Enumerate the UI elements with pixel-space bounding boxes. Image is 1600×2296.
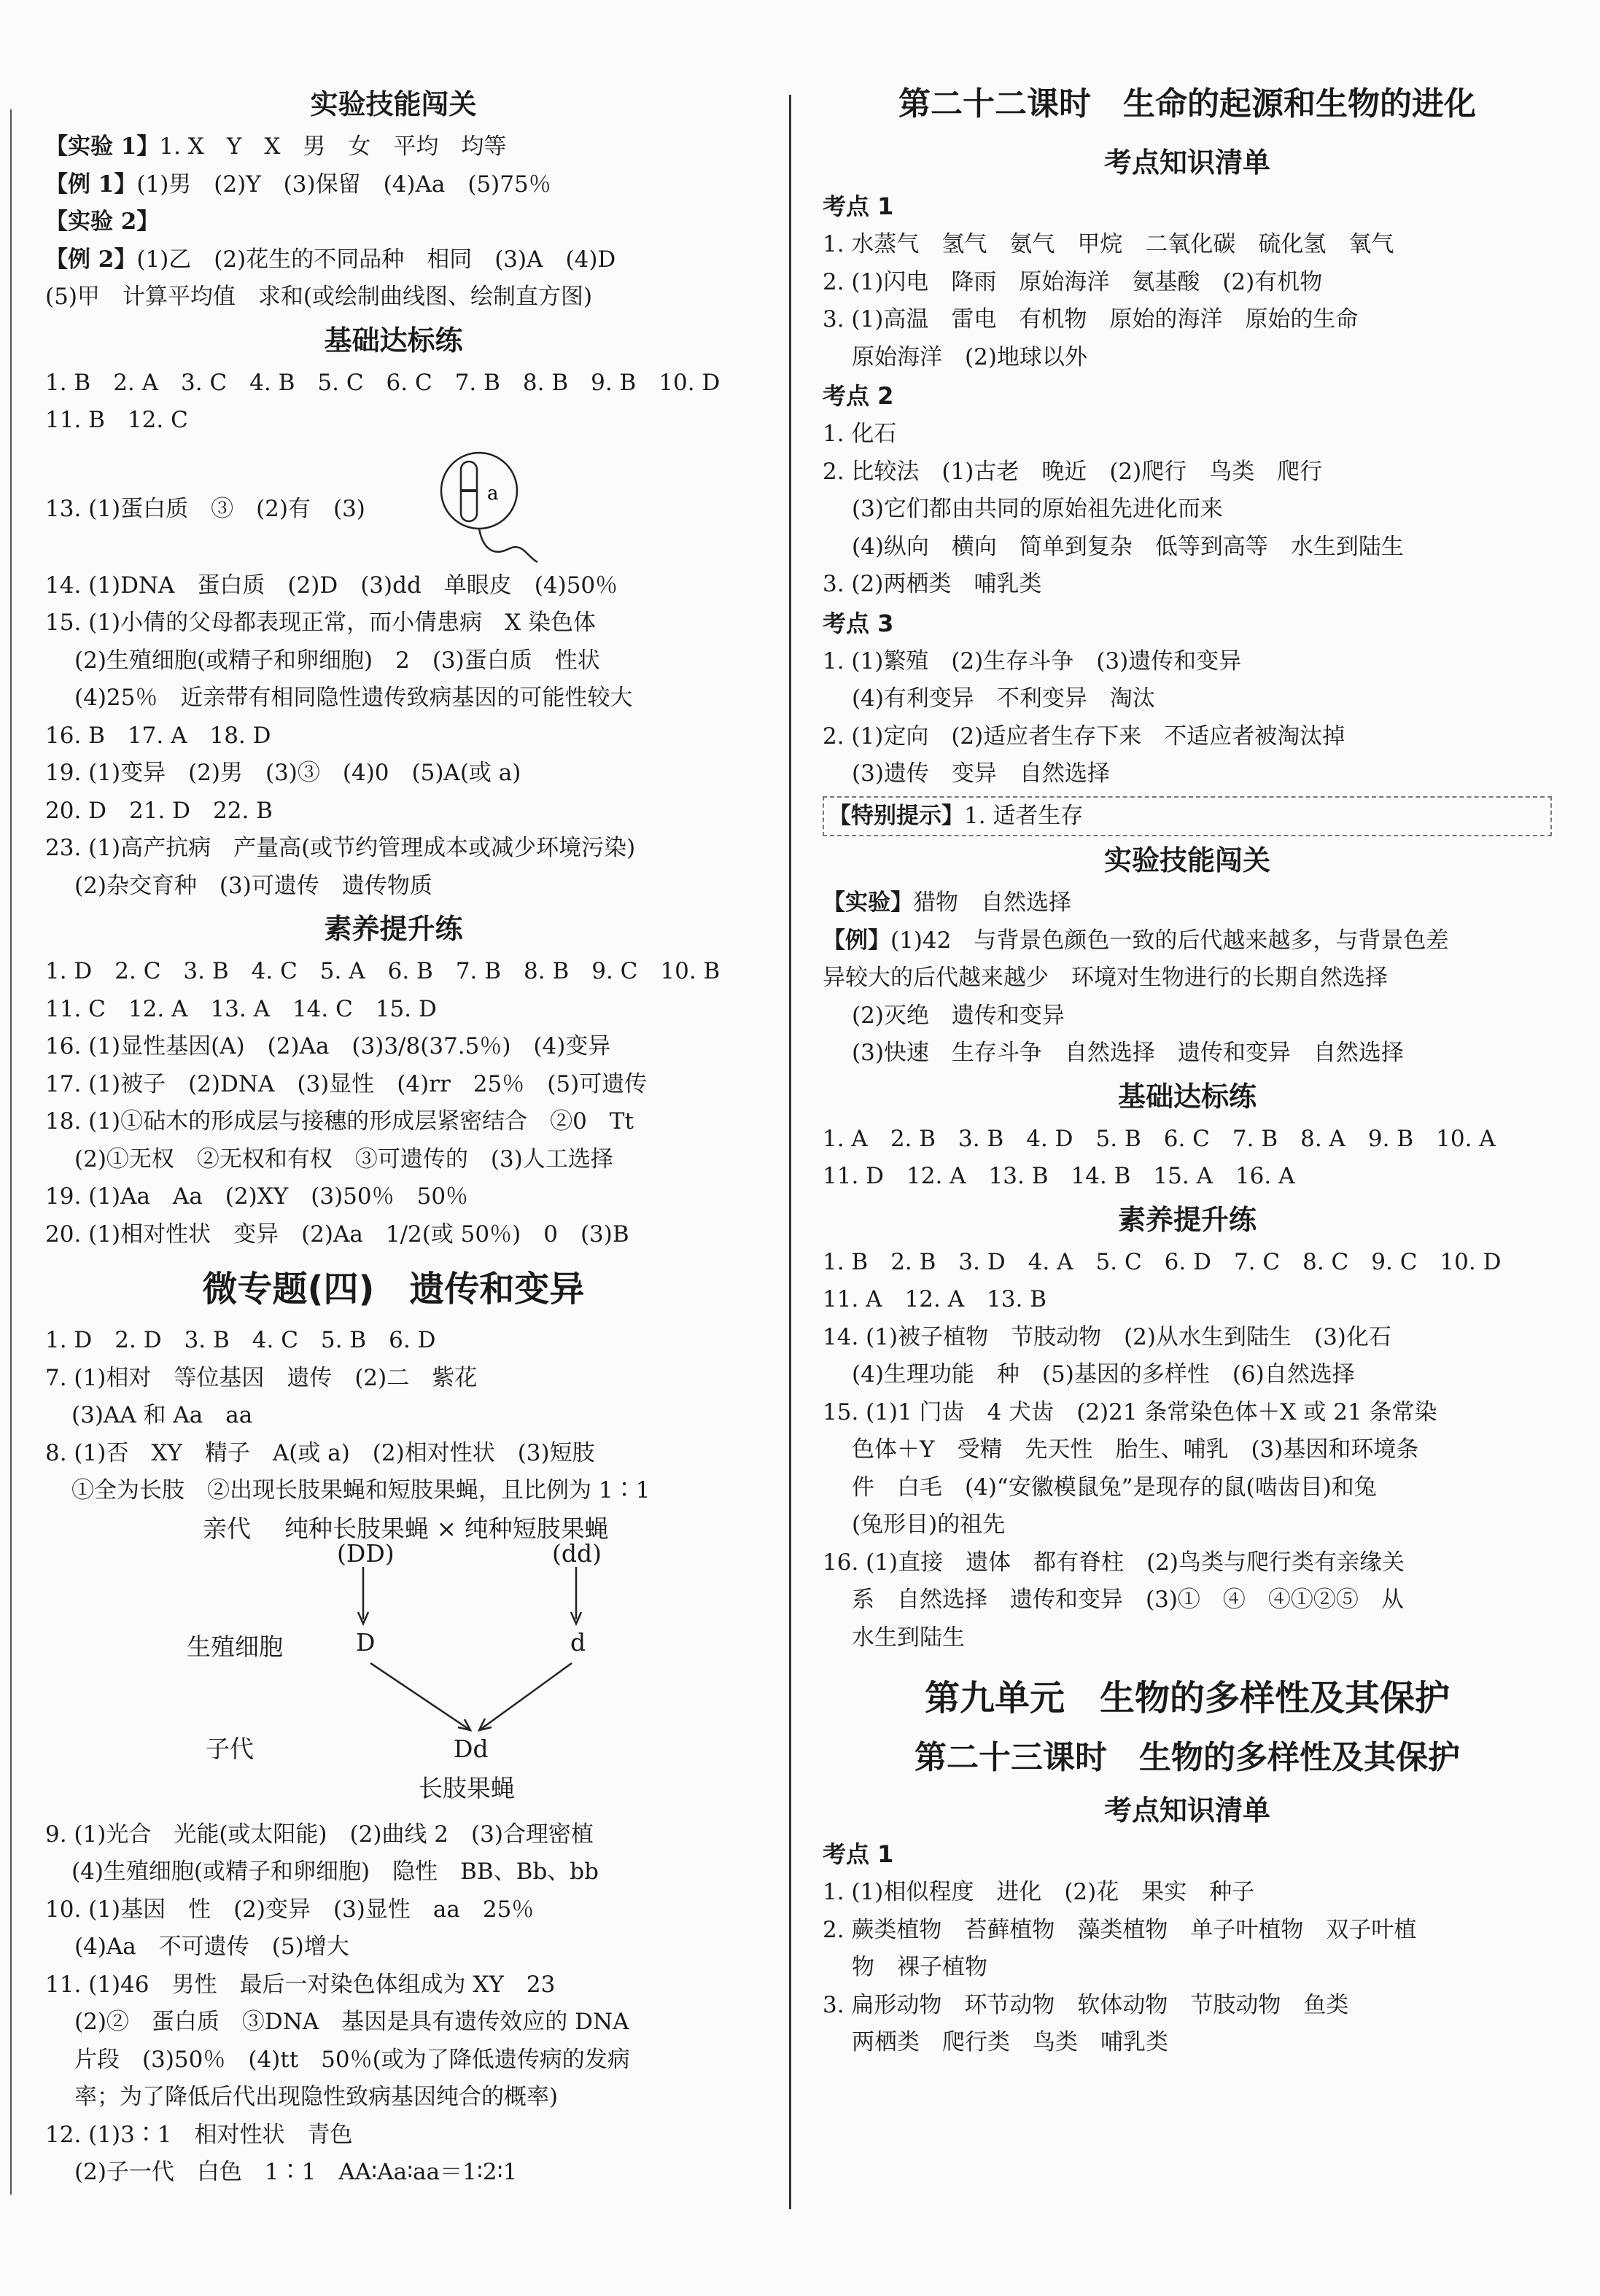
answer-line: (2)杂交育种 (3)可遗传 遗传物质: [74, 872, 432, 899]
cell-diagram: [417, 447, 585, 567]
parent2-genotype: (dd): [552, 1538, 602, 1568]
right-column: [823, 73, 1552, 2062]
left-margin-rule: [10, 109, 12, 2195]
answer-text: 1. 适者生存: [964, 802, 1084, 829]
parent1-genotype: (DD): [337, 1538, 395, 1568]
tag: 【特别提示】: [828, 802, 964, 829]
tag: 【实验 2】: [45, 209, 160, 235]
answer-line: 14. (1)被子植物 节肢动物 (2)从水生到陆生 (3)化石: [823, 1323, 1391, 1350]
section-title: 考点知识清单: [1103, 147, 1270, 179]
section-title: 考点知识清单: [1103, 1794, 1270, 1826]
section-title: 实验技能闯关: [1103, 844, 1270, 876]
answer-line: 11. C 12. A 13. A 14. C 15. D: [45, 995, 437, 1022]
knowledge-point-label: 考点 2: [823, 382, 894, 410]
answer-line: 2. 蕨类植物 苔藓植物 藻类植物 单子叶植物 双子叶植: [823, 1916, 1417, 1943]
unit-title: 第九单元 生物的多样性及其保护: [924, 1678, 1450, 1719]
column-divider: [789, 95, 791, 2209]
answer-line: 1. B 2. A 3. C 4. B 5. C 6. C 7. B 8. B 9. B 10. D: [45, 369, 721, 396]
answer-line: 11. B 12. C: [45, 407, 188, 433]
answer-line: (3)AA 和 Aa aa: [71, 1402, 253, 1428]
section-title: 素养提升练: [324, 913, 463, 945]
offspring-phenotype: 长肢果蝇: [419, 1773, 515, 1802]
answer-line: [45, 166, 742, 204]
answer-line: (4)生理功能 种 (5)基因的多样性 (6)自然选择: [852, 1361, 1355, 1388]
answer-line: 23. (1)高产抗病 产量高(或节约管理成本或减少环境污染): [45, 835, 636, 861]
answer-line: [823, 922, 1552, 960]
answer-with-figure: [45, 440, 742, 567]
knowledge-point-label: 考点 1: [823, 1840, 894, 1868]
gamete-label: 生殖细胞: [187, 1632, 283, 1661]
answer-line: 片段 (3)50％ (4)tt 50％(或为了降低遗传病的发病: [74, 2046, 630, 2073]
cell-label: a: [487, 482, 499, 505]
answer-line: (4)纵向 横向 简单到复杂 低等到高等 水生到陆生: [852, 533, 1404, 560]
answer-text: (1)男 (2)Y (3)保留 (4)Aa (5)75％: [136, 171, 551, 198]
answer-line: 15. (1)小倩的父母都表现正常，而小倩患病 X 染色体: [45, 610, 596, 636]
answer-line: 1. 化石: [823, 421, 897, 447]
answer-line: 13. (1)蛋白质 ③ (2)有 (3): [45, 495, 365, 522]
answer-line: (2)② 蛋白质 ③DNA 基因是具有遗传效应的 DNA: [74, 2009, 629, 2035]
offspring-label: 子代: [206, 1734, 254, 1763]
answer-line: 异较大的后代越来越少 环境对生物进行的长期自然选择: [823, 965, 1388, 991]
answer-line: 16. (1)显性基因(A) (2)Aa (3)3/8(37.5％) (4)变异: [45, 1033, 611, 1059]
answer-line: 19. (1)Aa Aa (2)XY (3)50％ 50％: [45, 1183, 469, 1210]
answer-line: 11. (1)46 男性 最后一对染色体组成为 XY 23: [45, 1971, 556, 1998]
answer-line: 9. (1)光合 光能(或太阳能) (2)曲线 2 (3)合理密植: [45, 1821, 594, 1848]
left-column: [45, 80, 742, 2192]
offspring-genotype: Dd: [454, 1734, 489, 1763]
answer-line: 11. A 12. A 13. B: [823, 1286, 1047, 1312]
answer-line: 1. A 2. B 3. B 4. D 5. B 6. C 7. B 8. A 9. B 10. A: [823, 1125, 1496, 1152]
answer-line: 2. (1)定向 (2)适应者生存下来 不适应者被淘汰掉: [823, 723, 1345, 750]
answer-text: (1)42 与背景色颜色一致的后代越来越多，与背景色差: [890, 927, 1449, 954]
parents-label: 亲代: [203, 1514, 251, 1543]
answer-line: 8. (1)否 XY 精子 A(或 a) (2)相对性状 (3)短肢: [45, 1439, 595, 1466]
answer-line: 15. (1)1 门齿 4 犬齿 (2)21 条常染色体＋X 或 21 条常染: [823, 1398, 1437, 1425]
answer-line: 20. (1)相对性状 变异 (2)Aa 1/2(或 50％) 0 (3)B: [45, 1221, 629, 1248]
answer-line: 18. (1)①砧木的形成层与接穗的形成层紧密结合 ②0 Tt: [45, 1108, 634, 1135]
answer-line: 3. (2)两栖类 哺乳类: [823, 571, 1042, 597]
answer-line: 16. B 17. A 18. D: [45, 722, 271, 749]
answer-line: (2)灭绝 遗传和变异: [852, 1002, 1065, 1029]
answer-line: 16. (1)直接 遗体 都有脊柱 (2)鸟类与爬行类有亲缘关: [823, 1549, 1405, 1576]
tag: 【实验 1】: [45, 133, 160, 160]
answer-line: (4)有利变异 不利变异 淘汰: [852, 685, 1155, 712]
tag: 【实验】: [823, 890, 913, 916]
answer-line: (3)遗传 变异 自然选择: [852, 760, 1110, 787]
answer-line: (4)Aa 不可遗传 (5)增大: [74, 1934, 349, 1960]
section-title: 素养提升练: [1117, 1203, 1257, 1236]
answer-line: 14. (1)DNA 蛋白质 (2)D (3)dd 单眼皮 (4)50％: [45, 572, 618, 599]
tag: 【例 2】: [45, 246, 137, 273]
answer-line: 3. 扁形动物 环节动物 软体动物 节肢动物 鱼类: [823, 1991, 1349, 2018]
answer-line: 水生到陆生: [852, 1624, 965, 1651]
answer-line: 3. (1)高温 雷电 有机物 原始的海洋 原始的生命: [823, 306, 1359, 332]
answer-line: (2)子一代 白色 1∶1 AA∶Aa∶aa＝1∶2∶1: [74, 2159, 518, 2185]
answer-line: (2)①无权 ②无权和有权 ③可遗传的 (3)人工选择: [74, 1145, 613, 1172]
tag: 【例 1】: [45, 171, 137, 198]
answer-line: 1. D 2. C 3. B 4. C 5. A 6. B 7. B 8. B 9. C 10. B: [45, 958, 721, 984]
gamete-2: d: [570, 1627, 586, 1657]
answer-line: 物 裸子植物: [852, 1954, 987, 1980]
section-title: 基础达标练: [1117, 1080, 1257, 1113]
answer-line: 1. (1)繁殖 (2)生存斗争 (3)遗传和变异: [823, 647, 1242, 674]
knowledge-point-label: 考点 3: [823, 609, 894, 637]
answer-line: 17. (1)被子 (2)DNA (3)显性 (4)rr 25％ (5)可遗传: [45, 1070, 648, 1097]
answer-line: 2. (1)闪电 降雨 原始海洋 氨基酸 (2)有机物: [823, 268, 1323, 295]
gamete-1: D: [356, 1627, 376, 1657]
answer-line: 20. D 21. D 22. B: [45, 797, 273, 824]
tag: 【例】: [823, 927, 890, 954]
answer-line: 1. 水蒸气 氢气 氨气 甲烷 二氧化碳 硫化氢 氧气: [823, 231, 1394, 257]
answer-line: [45, 128, 742, 166]
answer-line: 1. D 2. D 3. B 4. C 5. B 6. D: [45, 1327, 436, 1353]
answer-text: 猎物 自然选择: [913, 890, 1071, 916]
special-tip-box: [823, 796, 1552, 837]
answer-text: 1. X Y X 男 女 平均 均等: [159, 133, 507, 160]
answer-line: 原始海洋 (2)地球以外: [852, 343, 1087, 370]
answer-line: 色体＋Y 受精 先天性 胎生、哺乳 (3)基因和环境条: [852, 1436, 1419, 1463]
answer-line: (兔形目)的祖先: [852, 1511, 1006, 1538]
answer-line: (3)它们都由共同的原始祖先进化而来: [852, 496, 1223, 522]
answer-line: 10. (1)基因 性 (2)变异 (3)显性 aa 25％: [45, 1896, 535, 1923]
answer-line: 率；为了降低后代出现隐性致病基因纯合的概率): [74, 2084, 559, 2110]
answer-line: 系 自然选择 遗传和变异 (3)① ④ ④①②⑤ 从: [852, 1587, 1404, 1613]
answer-line: [45, 241, 742, 279]
answer-line: 2. 比较法 (1)古老 晚近 (2)爬行 鸟类 爬行: [823, 458, 1323, 485]
section-title: 基础达标练: [324, 324, 463, 357]
answer-line: 12. (1)3∶1 相对性状 青色: [45, 2121, 353, 2148]
answer-line: (4)25％ 近亲带有相同隐性遗传致病基因的可能性较大: [74, 685, 633, 711]
answer-line: ①全为长肢 ②出现长肢果蝇和短肢果蝇，且比例为 1∶1: [71, 1477, 651, 1503]
answer-line: [823, 884, 1552, 922]
knowledge-point-label: 考点 1: [823, 192, 894, 220]
answer-line: 件 白毛 (4)“安徽模鼠兔”是现存的鼠(啮齿目)和兔: [852, 1474, 1377, 1501]
answer-line: 两栖类 爬行类 鸟类 哺乳类: [852, 2029, 1168, 2055]
section-title: 实验技能闯关: [310, 88, 477, 120]
answer-line: 11. D 12. A 13. B 14. B 15. A 16. A: [823, 1163, 1295, 1189]
answer-line: 1. B 2. B 3. D 4. A 5. C 6. D 7. C 8. C 9. C 10. D: [823, 1248, 1502, 1275]
parents-cross: 纯种长肢果蝇 × 纯种短肢果蝇: [284, 1514, 609, 1543]
genetic-cross-diagram: [45, 1510, 742, 1816]
lesson-title: 第二十三课时 生物的多样性及其保护: [914, 1739, 1460, 1776]
answer-line: (4)生殖细胞(或精子和卵细胞) 隐性 BB、Bb、bb: [71, 1859, 599, 1885]
lesson-title: 第二十二课时 生命的起源和生物的进化: [898, 85, 1476, 122]
answer-line: (2)生殖细胞(或精子和卵细胞) 2 (3)蛋白质 性状: [74, 647, 600, 674]
topic-title: 微专题(四) 遗传和变异: [202, 1269, 585, 1310]
answer-line: (5)甲 计算平均值 求和(或绘制曲线图、绘制直方图): [45, 284, 593, 310]
answer-line: 1. (1)相似程度 进化 (2)花 果实 种子: [823, 1879, 1255, 1905]
answer-line: (3)快速 生存斗争 自然选择 遗传和变异 自然选择: [852, 1040, 1404, 1066]
answer-line: 19. (1)变异 (2)男 (3)③ (4)0 (5)A(或 a): [45, 760, 521, 786]
answer-text: (1)乙 (2)花生的不同品种 相同 (3)A (4)D: [136, 246, 616, 273]
answer-line: 7. (1)相对 等位基因 遗传 (2)二 紫花: [45, 1364, 478, 1391]
